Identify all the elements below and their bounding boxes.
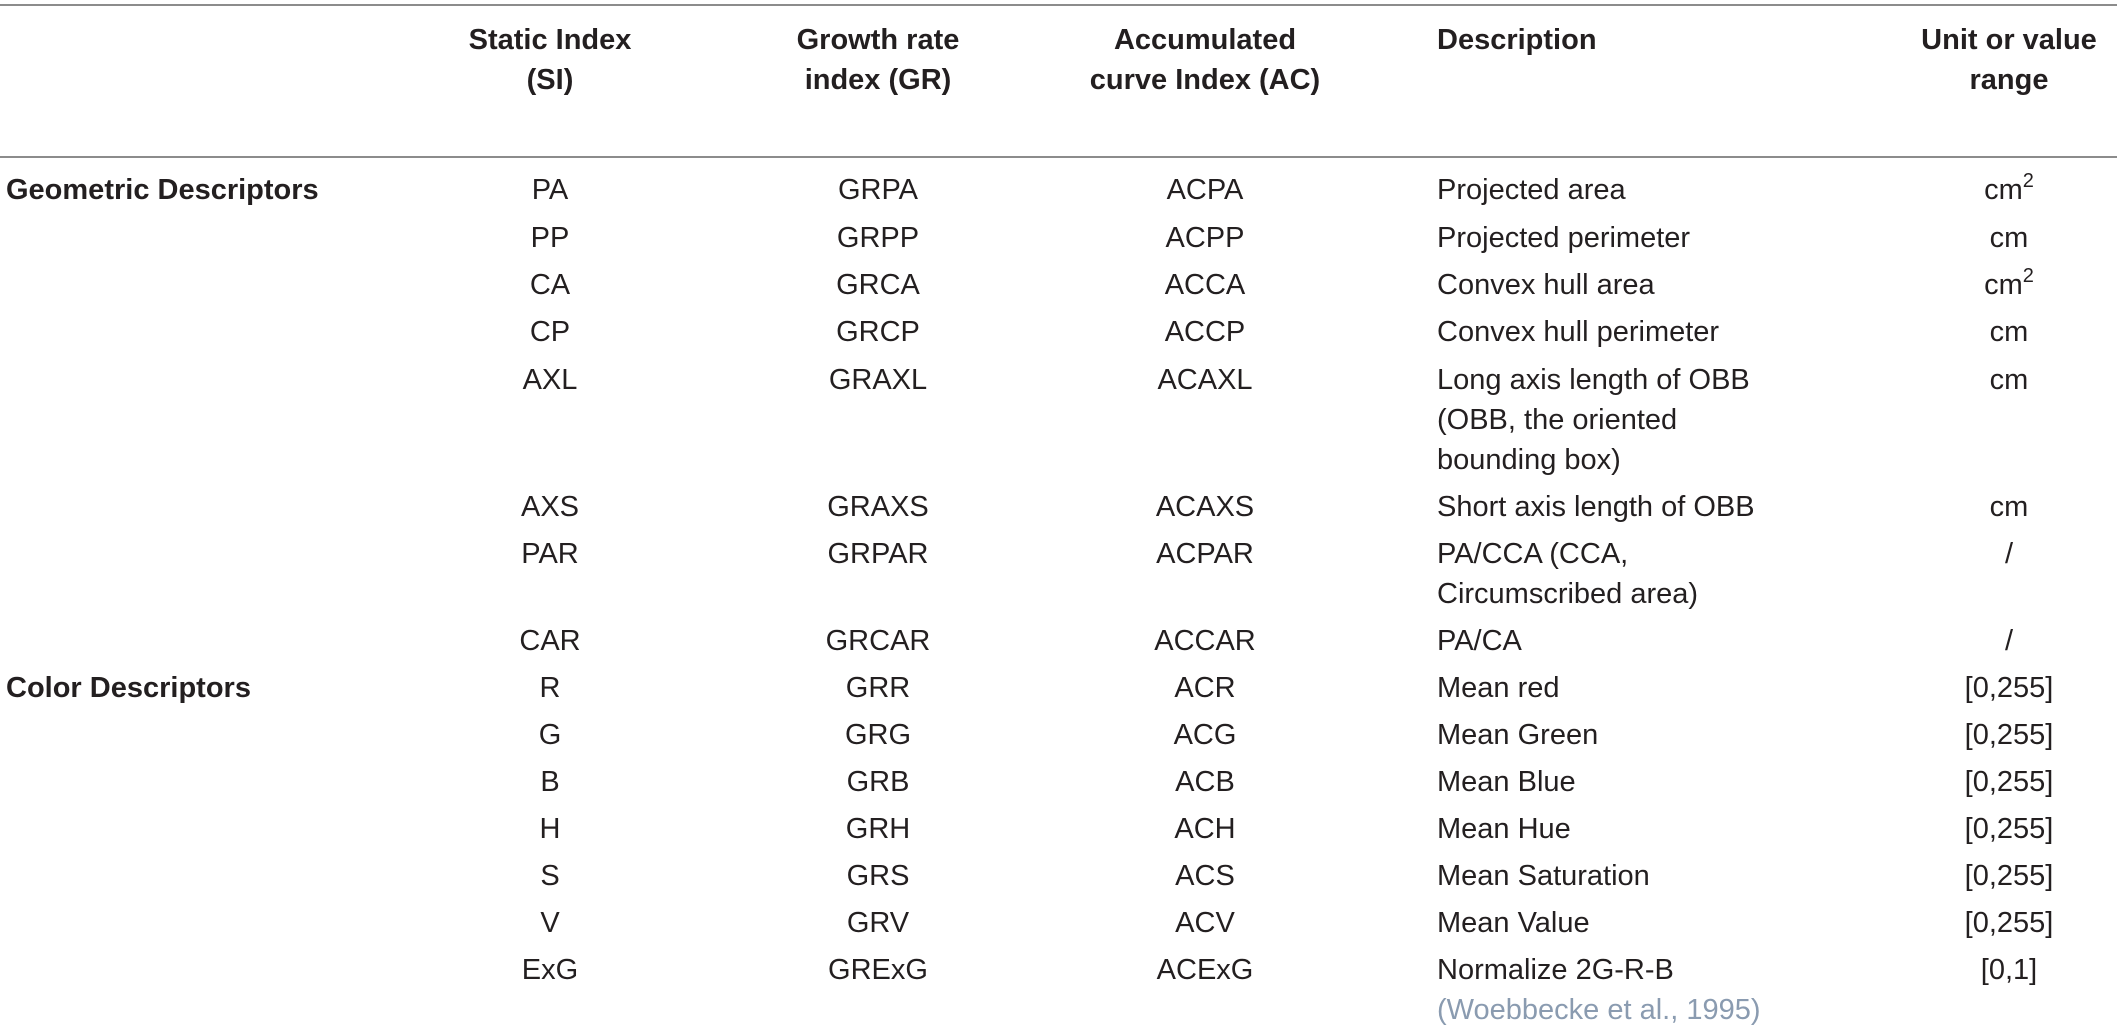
cell-si: G: [538, 719, 562, 751]
cell-ac: ACPP: [1165, 222, 1245, 254]
cell-description: Mean Green: [1437, 719, 1599, 751]
cell-ac: ACAXS: [1155, 491, 1255, 523]
cell-gr: GRCA: [836, 269, 920, 301]
table-header-rule: [0, 156, 2117, 158]
cell-si: R: [539, 672, 561, 704]
unit-text: cm: [1989, 364, 2029, 396]
unit-text: [0,255]: [1964, 672, 2054, 704]
cell-gr: GRB: [846, 766, 910, 798]
cell-si: V: [540, 907, 560, 939]
unit-text: [0,255]: [1964, 766, 2054, 798]
unit-text: cm: [1989, 222, 2029, 254]
header-growth-rate-index: Growth rate index (GR): [796, 24, 960, 96]
cell-unit: [1900, 218, 2117, 258]
cell-unit: [1900, 621, 2117, 661]
unit-text: cm: [1989, 316, 2029, 348]
cell-gr: GRR: [845, 672, 911, 704]
unit-superscript: 2: [2022, 170, 2034, 192]
cell-description: Convex hull perimeter: [1437, 316, 1720, 348]
cell-ac: ACPA: [1166, 174, 1244, 206]
cell-si: S: [540, 860, 560, 892]
unit-text: cm: [1989, 491, 2029, 523]
cell-ac: ACCP: [1164, 316, 1246, 348]
header-unit-range: Unit or value range: [1921, 24, 2097, 96]
cell-unit: [1900, 762, 2117, 802]
cell-gr: GRCAR: [825, 625, 931, 657]
unit-text: [0,1]: [1980, 954, 2038, 986]
unit-text: [0,255]: [1964, 719, 2054, 751]
cell-si: CP: [529, 316, 571, 348]
cell-unit: [1900, 856, 2117, 896]
cell-unit: [1900, 534, 2117, 574]
cell-description: Convex hull area: [1437, 269, 1655, 301]
cell-gr: GRH: [845, 813, 911, 845]
cell-ac: ACS: [1175, 860, 1235, 892]
cell-description: Projected perimeter: [1437, 222, 1691, 254]
group-label-color: Color Descriptors: [6, 672, 251, 704]
header-static-index: Static Index (SI): [468, 24, 632, 96]
cell-si: AXS: [520, 491, 580, 523]
cell-description: Long axis length of OBB (OBB, the oriented bounding box): [1437, 364, 1750, 476]
cell-description: Mean Hue: [1437, 813, 1571, 845]
cell-unit: [1900, 903, 2117, 943]
unit-text: cm: [1984, 174, 2023, 206]
cell-gr: GRCP: [836, 316, 920, 348]
cell-si: H: [539, 813, 561, 845]
cell-ac: ACV: [1175, 907, 1235, 939]
cell-description: PA/CCA (CCA, Circumscribed area): [1437, 538, 1699, 610]
description-text: Normalize 2G-R-B: [1437, 954, 1674, 986]
cell-gr: GRAXL: [828, 364, 928, 396]
cell-si: AXL: [522, 364, 578, 396]
cell-unit: [1900, 360, 2117, 400]
cell-si: B: [540, 766, 560, 798]
cell-gr: GRS: [846, 860, 910, 892]
cell-unit: [1900, 950, 2117, 990]
cell-description: PA/CA: [1437, 625, 1522, 657]
unit-text: /: [2004, 538, 2014, 570]
cell-si: CA: [529, 269, 571, 301]
unit-text: [0,255]: [1964, 860, 2054, 892]
unit-superscript: 2: [2022, 265, 2034, 287]
cell-si: ExG: [521, 954, 579, 986]
cell-gr: GRV: [846, 907, 910, 939]
cell-gr: GRExG: [828, 954, 928, 986]
header-accumulated-curve-index: Accumulated curve Index (AC): [1089, 24, 1321, 96]
unit-text: /: [2004, 625, 2014, 657]
cell-ac: ACCA: [1164, 269, 1246, 301]
cell-ac: ACPAR: [1156, 538, 1254, 570]
cell-unit: [1900, 170, 2117, 210]
cell-ac: ACB: [1175, 766, 1235, 798]
cell-description: Mean red: [1437, 672, 1560, 704]
cell-description: Mean Blue: [1437, 766, 1576, 798]
cell-ac: ACAXL: [1157, 364, 1253, 396]
header-description: Description: [1437, 24, 1597, 56]
cell-gr: GRAXS: [827, 491, 929, 523]
cell-unit: [1900, 809, 2117, 849]
cell-gr: GRPA: [837, 174, 919, 206]
cell-description: Projected area: [1437, 174, 1626, 206]
cell-gr: GRG: [844, 719, 912, 751]
unit-text: [0,255]: [1964, 907, 2054, 939]
cell-ac: ACExG: [1156, 954, 1254, 986]
cell-si: PAR: [521, 538, 579, 570]
group-label-geometric: Geometric Descriptors: [6, 174, 319, 206]
cell-si: PP: [530, 222, 570, 254]
cell-description: Mean Value: [1437, 907, 1590, 939]
cell-ac: ACG: [1173, 719, 1237, 751]
cell-unit: [1900, 265, 2117, 305]
cell-unit: [1900, 487, 2117, 527]
cell-ac: ACR: [1174, 672, 1236, 704]
cell-unit: [1900, 668, 2117, 708]
cell-ac: ACCAR: [1154, 625, 1256, 657]
cell-gr: GRPAR: [827, 538, 929, 570]
citation-link[interactable]: (Woebbecke et al., 1995): [1437, 994, 1761, 1026]
cell-ac: ACH: [1174, 813, 1236, 845]
cell-gr: GRPP: [836, 222, 920, 254]
table-top-rule: [0, 4, 2117, 6]
cell-unit: [1900, 715, 2117, 755]
cell-description: [1437, 950, 1837, 1030]
cell-si: PA: [531, 174, 569, 206]
cell-si: CAR: [519, 625, 581, 657]
cell-unit: [1900, 312, 2117, 352]
unit-text: cm: [1984, 269, 2023, 301]
cell-description: Mean Saturation: [1437, 860, 1650, 892]
cell-description: Short axis length of OBB: [1437, 491, 1755, 523]
unit-text: [0,255]: [1964, 813, 2054, 845]
